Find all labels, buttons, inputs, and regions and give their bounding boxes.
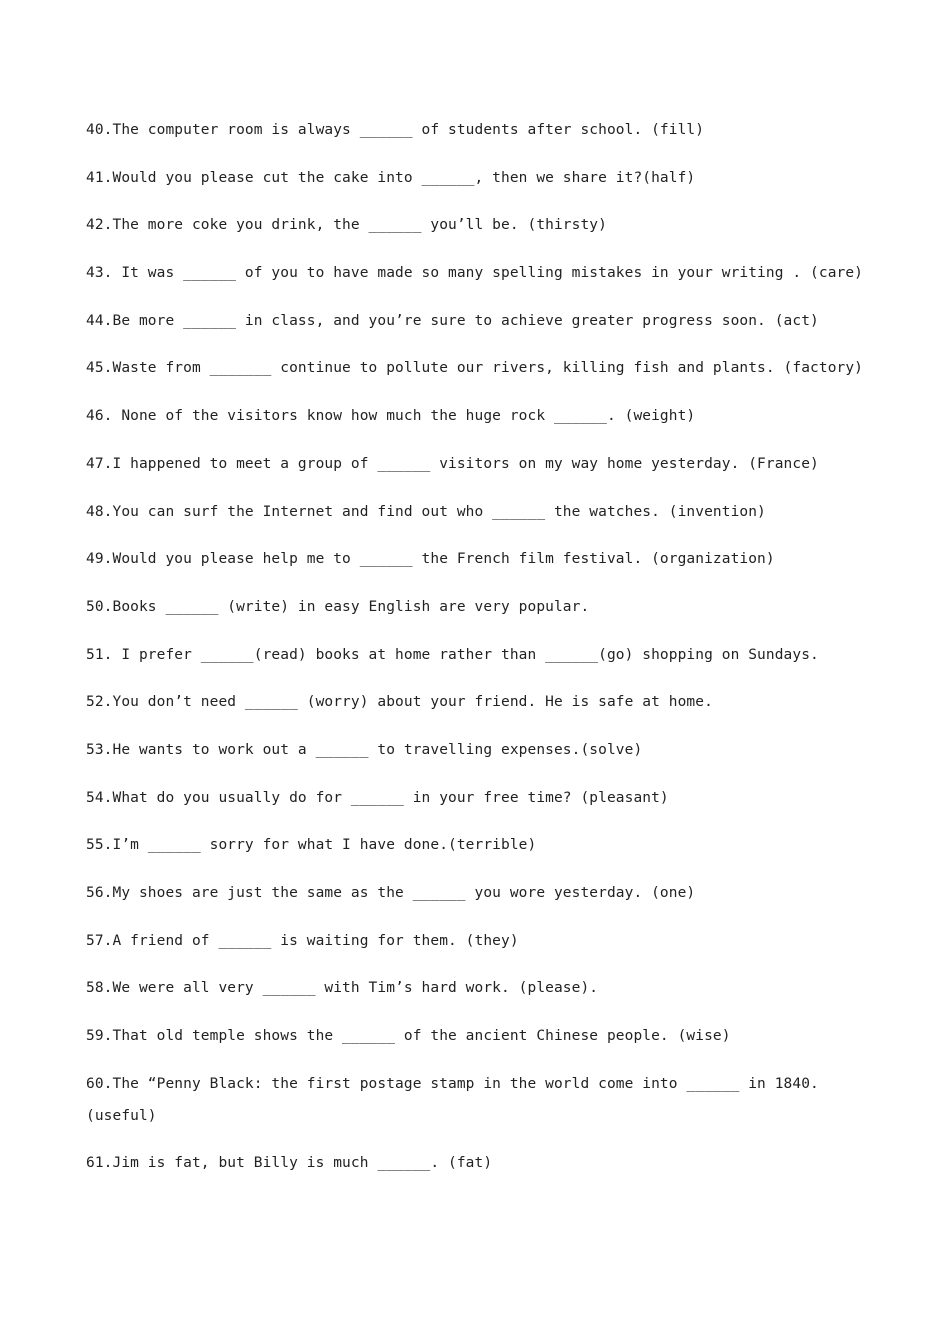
exercise-item-47: 47.I happened to meet a group of ______ visitors on my way home yesterday. (France) — [86, 455, 819, 472]
exercise-item-59: 59.That old temple shows the ______ of the ancient Chinese people. (wise) — [86, 1028, 731, 1045]
exercise-item-56: 56.My shoes are just the same as the ______ you wore yesterday. (one) — [86, 885, 696, 901]
exercise-list — [86, 114, 864, 1195]
exercise-item-49: 49.Would you please help me to ______ the French film festival. (organization) — [86, 551, 775, 568]
exercise-item-42: 42.The more coke you drink, the ______ you’ll be. (thirsty) — [86, 217, 607, 234]
exercise-item-58: 58.We were all very ______ with Tim’s hard work. (please). — [86, 980, 599, 997]
exercise-item-41: 41.Would you please cut the cake into ______, then we share it?(half) — [86, 169, 696, 186]
exercise-item-60: 60.The “Penny Black: the first postage stamp in the world come into ______ in 1840. (useful) — [86, 1075, 828, 1124]
exercise-item-45: 45.Waste from _______ continue to pollute our rivers, killing fish and plants. (factory) — [86, 360, 864, 377]
exercise-item-54: 54.What do you usually do for ______ in your free time? (pleasant) — [86, 789, 669, 806]
exercise-item-57: 57.A friend of ______ is waiting for them. (they) — [86, 932, 519, 949]
exercise-item-40: 40.The computer room is always ______ of students after school. (fill) — [86, 122, 705, 138]
exercise-item-51: 51. I prefer ______(read) books at home rather than ______(go) shopping on Sundays. — [86, 646, 819, 663]
exercise-item-53: 53.He wants to work out a ______ to travelling expenses.(solve) — [86, 741, 643, 758]
exercise-item-55: 55.I’m ______ sorry for what I have done.(terrible) — [86, 837, 537, 854]
exercise-item-44: 44.Be more ______ in class, and you’re sure to achieve greater progress soon. (act) — [86, 312, 819, 329]
exercise-item-43: 43. It was ______ of you to have made so many spelling mistakes in your writing . (care) — [86, 265, 864, 282]
exercise-item-50: 50.Books ______ (write) in easy English are very popular. — [86, 598, 590, 615]
exercise-item-46: 46. None of the visitors know how much the huge rock ______. (weight) — [86, 408, 696, 425]
exercise-item-61: 61.Jim is fat, but Billy is much ______. (fat) — [86, 1155, 493, 1172]
exercise-item-52: 52.You don’t need ______ (worry) about your friend. He is safe at home. — [86, 694, 713, 711]
exercise-item-48: 48.You can surf the Internet and find out who ______ the watches. (invention) — [86, 503, 766, 520]
